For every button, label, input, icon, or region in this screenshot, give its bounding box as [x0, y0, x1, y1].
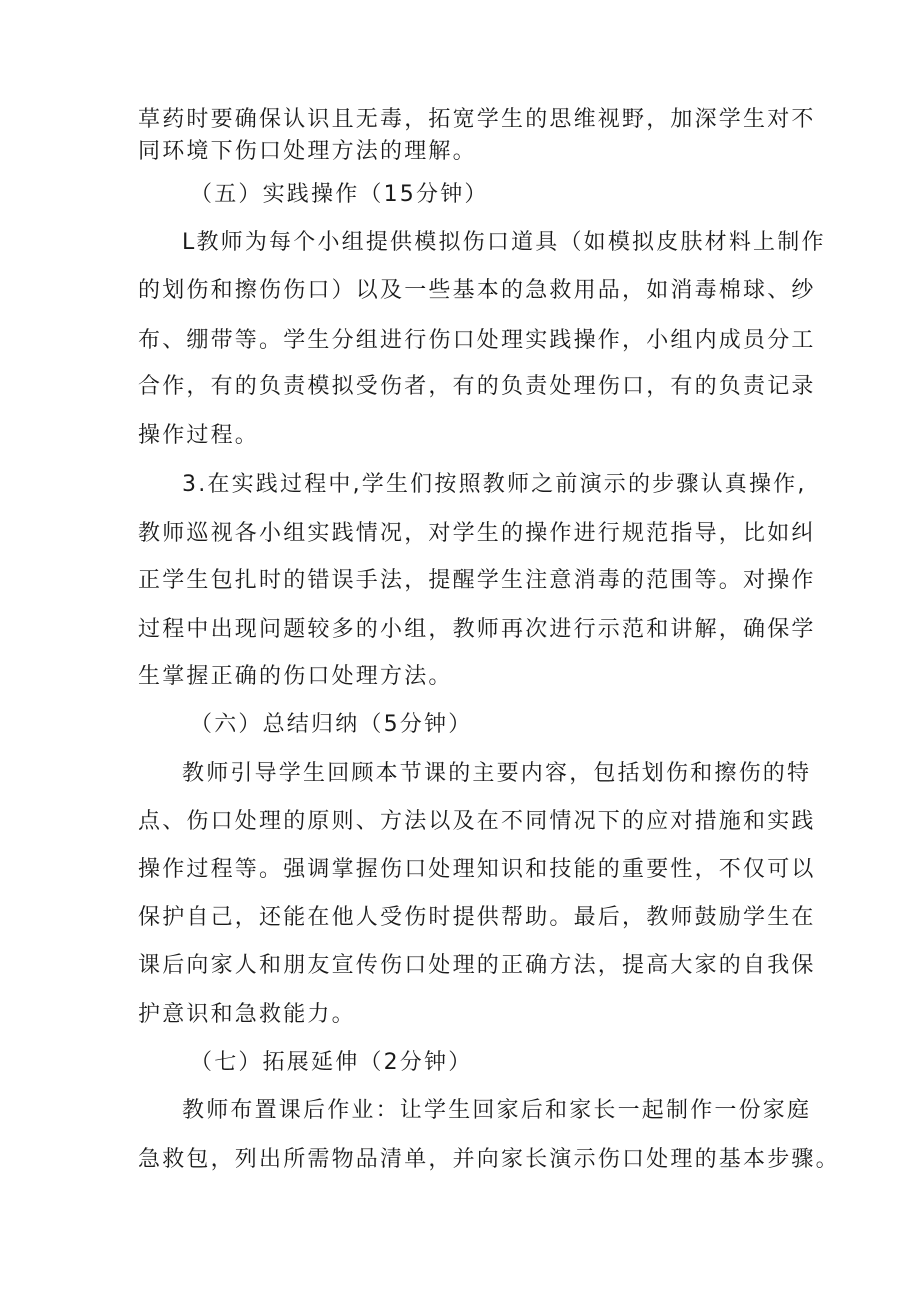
- paragraph-line: 的划伤和擦伤伤口）以及一些基本的急救用品，如消毒棉球、纱: [138, 278, 816, 303]
- paragraph-line: 护意识和急救能力。: [138, 1002, 356, 1027]
- paragraph-line: 3.在实践过程中,学生们按照教师之前演示的步骤认真操作,: [182, 472, 807, 497]
- paragraph-line: 过程中出现问题较多的小组，教师再次进行示范和讲解，确保学: [138, 617, 816, 642]
- paragraph-line: 教师巡视各小组实践情况，对学生的操作进行规范指导，比如纠: [138, 521, 816, 546]
- paragraph-line: 点、伤口处理的原则、方法以及在不同情况下的应对措施和实践: [138, 809, 816, 834]
- paragraph-line: 急救包，列出所需物品清单，并向家长演示伤口处理的基本步骤。: [138, 1147, 840, 1172]
- paragraph-line: 保护自己，还能在他人受伤时提供帮助。最后，教师鼓励学生在: [138, 905, 816, 930]
- section-heading-6: （六）总结归纳（5分钟）: [190, 712, 473, 737]
- paragraph-line: 同环境下伤口处理方法的理解。: [138, 139, 477, 164]
- paragraph-line: 草药时要确保认识且无毒，拓宽学生的思维视野，加深学生对不: [138, 107, 816, 132]
- paragraph-line: 合作，有的负责模拟受伤者，有的负责处理伤口，有的负责记录: [138, 374, 816, 399]
- paragraph-line: 布、绷带等。学生分组进行伤口处理实践操作，小组内成员分工: [138, 328, 816, 353]
- paragraph-line: L教师为每个小组提供模拟伤口道具（如模拟皮肤材料上制作: [182, 230, 826, 255]
- paragraph-line: 教师引导学生回顾本节课的主要内容，包括划伤和擦伤的特: [182, 761, 812, 786]
- paragraph-line: 操作过程等。强调掌握伤口处理知识和技能的重要性，不仅可以: [138, 857, 816, 882]
- section-heading-7: （七）拓展延伸（2分钟）: [190, 1050, 473, 1075]
- section-heading-5: （五）实践操作（15分钟）: [190, 182, 489, 207]
- paragraph-line: 操作过程。: [138, 423, 260, 448]
- paragraph-line: 教师布置课后作业：让学生回家后和家长一起制作一份家庭: [182, 1098, 812, 1123]
- paragraph-line: 生掌握正确的伤口处理方法。: [138, 664, 453, 689]
- paragraph-line: 课后向家人和朋友宣传伤口处理的正确方法，提高大家的自我保: [138, 953, 816, 978]
- paragraph-line: 正学生包扎时的错误手法，提醒学生注意消毒的范围等。对操作: [138, 568, 816, 593]
